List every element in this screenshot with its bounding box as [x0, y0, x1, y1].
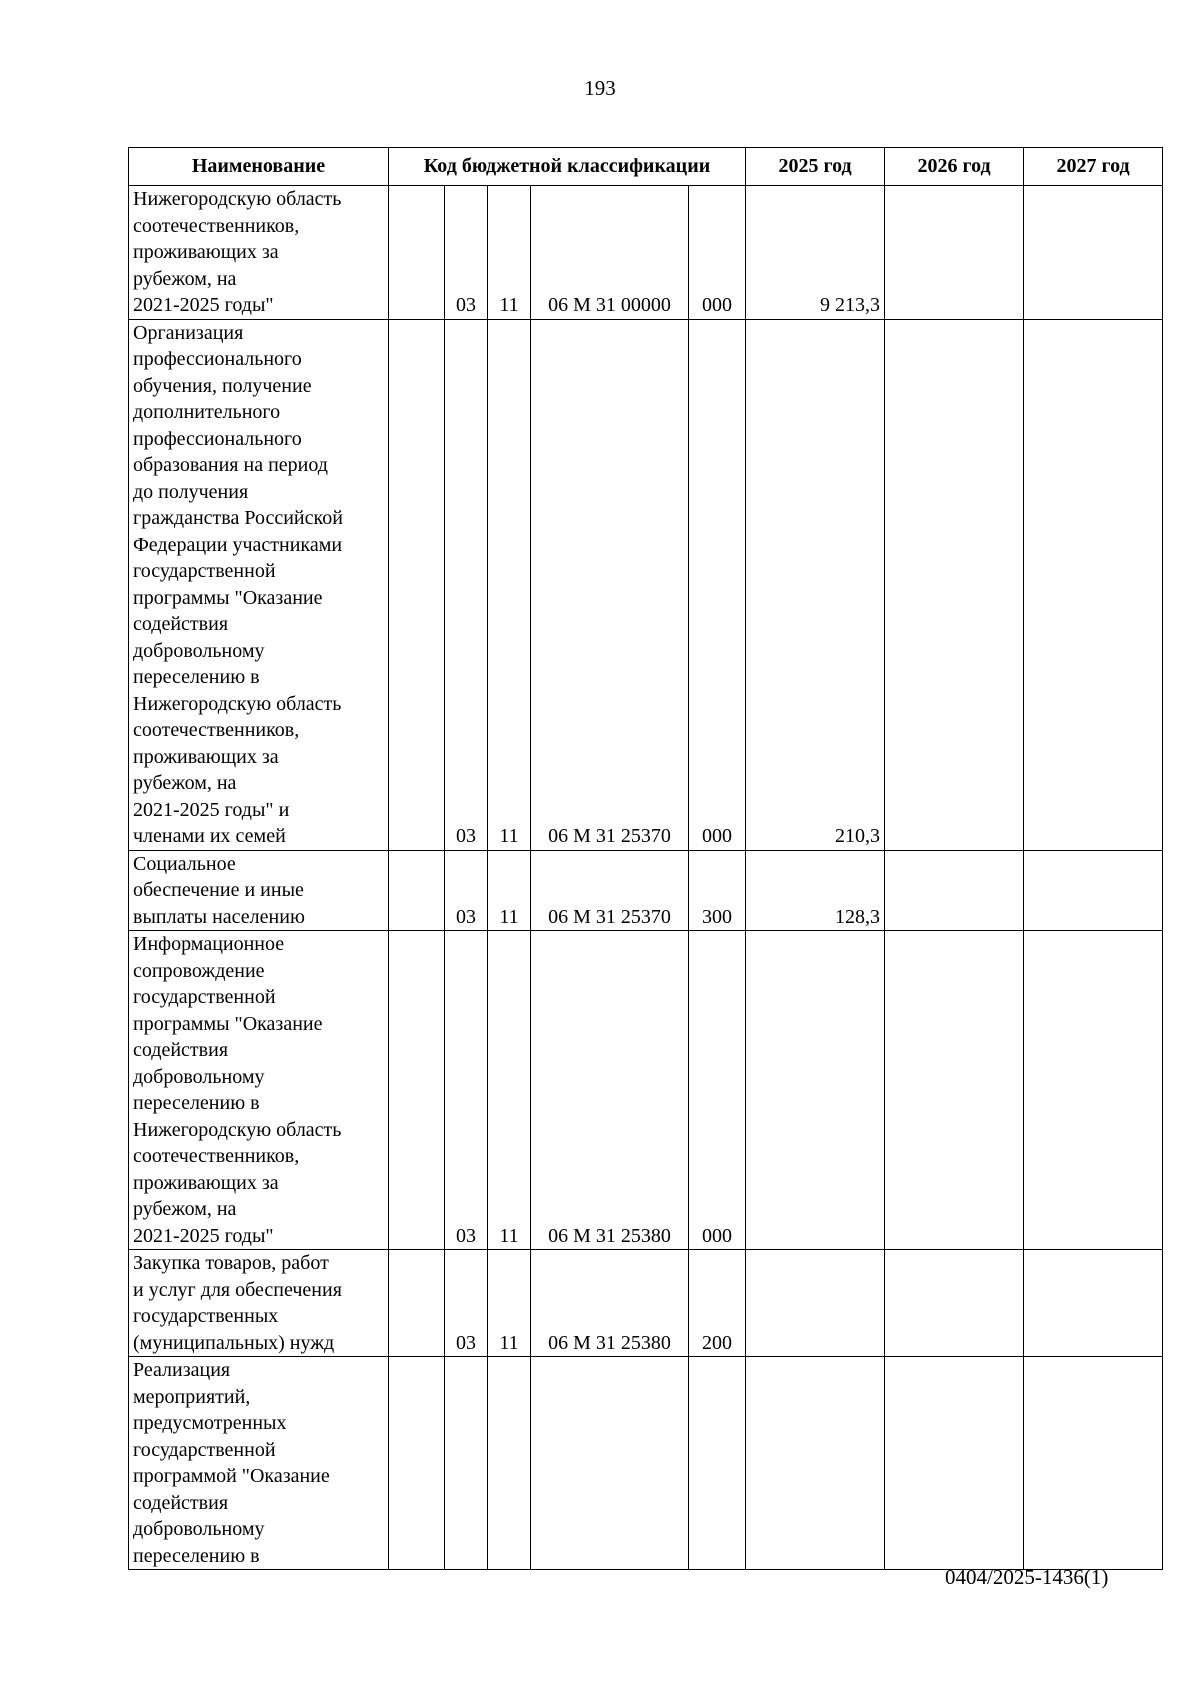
row-name: Реализация мероприятий, предусмотренных государственной программой "Оказание содействия добровольному переселению в	[133, 1359, 330, 1567]
table-row	[129, 850, 1163, 931]
code-expense-type: 000	[689, 186, 746, 320]
value-2025: 9 213,3	[746, 186, 885, 320]
row-name: Закупка товаров, работ и услуг для обеспечения государственных (муниципальных) нужд	[133, 1252, 342, 1354]
value-2025	[746, 931, 885, 1250]
row-name: Нижегородскую область соотечественников, проживающих за рубежом, на 2021-2025 годы"	[133, 188, 342, 316]
code-expense-type: 300	[689, 850, 746, 931]
header-code: Код бюджетной классификации	[389, 148, 746, 186]
value-2026	[885, 931, 1024, 1250]
value-2026	[885, 850, 1024, 931]
code-target-article: 06 М 31 25380	[531, 1250, 689, 1357]
row-name: Социальное обеспечение и иные выплаты населению	[133, 852, 305, 928]
header-name: Наименование	[129, 148, 389, 186]
value-2025	[746, 1357, 885, 1570]
code-col1	[389, 1250, 445, 1357]
code-section: 03	[445, 931, 488, 1250]
code-expense-type	[689, 1357, 746, 1570]
code-subsection: 11	[488, 1250, 531, 1357]
code-expense-type: 200	[689, 1250, 746, 1357]
budget-table	[128, 147, 1163, 1570]
value-2026	[885, 1250, 1024, 1357]
code-subsection: 11	[488, 850, 531, 931]
row-name: Информационное сопровождение государственной программы "Оказание содействия добровольному переселению в Нижегородскую область соотечественников, проживающих за рубежом, на 2021-2025 годы"	[133, 933, 342, 1247]
value-2027	[1024, 319, 1163, 850]
value-2026	[885, 186, 1024, 320]
row-name-cell	[129, 1357, 389, 1570]
table-header-row	[129, 148, 1163, 186]
row-name-cell	[129, 931, 389, 1250]
row-name-cell	[129, 186, 389, 320]
header-2025: 2025 год	[746, 148, 885, 186]
code-subsection: 11	[488, 319, 531, 850]
value-2026	[885, 1357, 1024, 1570]
row-name: Организация профессионального обучения, получение дополнительного профессионального образования на период до получения гражданства Российской Федерации участниками государственной программы "Оказание содействия добровольному переселению в Нижегородскую область соотечественников, проживающих за рубежом, на 2021-2025 годы" и членами их семей	[133, 321, 343, 847]
code-col1	[389, 186, 445, 320]
code-section: 03	[445, 1250, 488, 1357]
code-target-article: 06 М 31 25370	[531, 319, 689, 850]
table-row	[129, 931, 1163, 1250]
value-2025: 128,3	[746, 850, 885, 931]
code-subsection: 11	[488, 186, 531, 320]
value-2027	[1024, 931, 1163, 1250]
code-target-article: 06 М 31 25380	[531, 931, 689, 1250]
header-2026: 2026 год	[885, 148, 1024, 186]
page-number: 193	[584, 76, 616, 100]
value-2027	[1024, 1250, 1163, 1357]
code-section: 03	[445, 850, 488, 931]
row-name-cell	[129, 850, 389, 931]
table-row	[129, 319, 1163, 850]
header-2027: 2027 год	[1024, 148, 1163, 186]
code-section	[445, 1357, 488, 1570]
row-name-cell	[129, 319, 389, 850]
code-col1	[389, 850, 445, 931]
table-row	[129, 186, 1163, 320]
value-2027	[1024, 850, 1163, 931]
code-col1	[389, 319, 445, 850]
code-target-article: 06 М 31 00000	[531, 186, 689, 320]
table-row	[129, 1250, 1163, 1357]
code-target-article: 06 М 31 25370	[531, 850, 689, 931]
code-col1	[389, 931, 445, 1250]
value-2025: 210,3	[746, 319, 885, 850]
value-2027	[1024, 186, 1163, 320]
value-2027	[1024, 1357, 1163, 1570]
table-row	[129, 1357, 1163, 1570]
code-subsection	[488, 1357, 531, 1570]
value-2025	[746, 1250, 885, 1357]
document-code: 0404/2025-1436(1)	[945, 1565, 1109, 1589]
code-expense-type: 000	[689, 319, 746, 850]
code-section: 03	[445, 319, 488, 850]
code-subsection: 11	[488, 931, 531, 1250]
code-expense-type: 000	[689, 931, 746, 1250]
row-name-cell	[129, 1250, 389, 1357]
value-2026	[885, 319, 1024, 850]
code-target-article	[531, 1357, 689, 1570]
code-col1	[389, 1357, 445, 1570]
code-section: 03	[445, 186, 488, 320]
